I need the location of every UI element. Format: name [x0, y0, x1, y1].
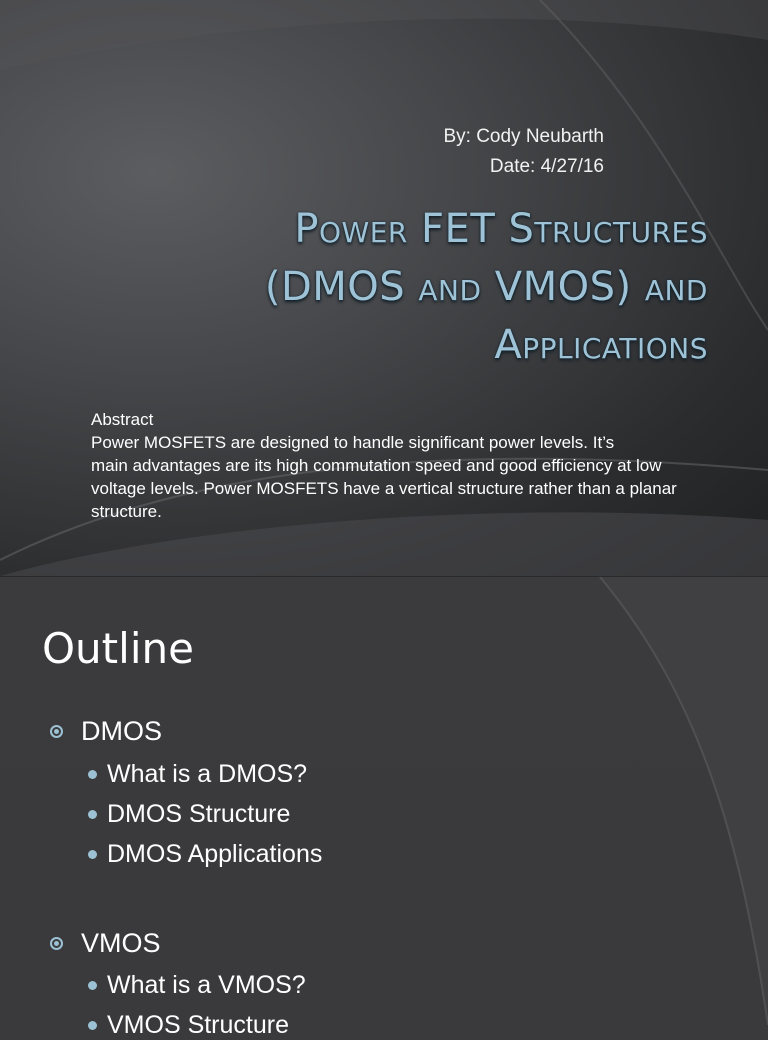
- abstract-heading: Abstract: [91, 410, 154, 429]
- outline-section-dmos: [50, 716, 162, 747]
- outline-section-vmos: [50, 928, 161, 959]
- item-label: VMOS Structure: [107, 1011, 289, 1039]
- outline-item: [88, 840, 322, 869]
- dot-bullet-icon: [88, 850, 97, 859]
- item-label: What is a DMOS?: [107, 760, 308, 788]
- outline-item: [88, 971, 306, 1000]
- dot-bullet-icon: [88, 981, 97, 990]
- abstract-body: main advantages are its high commutation speed and good efficiency at low voltage levels. Power MOSFETS have a vertical structure rather than a planar structure.: [91, 456, 677, 521]
- outline-item: [88, 1011, 289, 1040]
- item-label: What is a VMOS?: [107, 971, 306, 999]
- dot-bullet-icon: [88, 770, 97, 779]
- section-label: DMOS: [81, 716, 162, 746]
- dot-bullet-icon: [88, 1021, 97, 1030]
- date-line: Date: 4/27/16: [489, 156, 604, 177]
- item-label: DMOS Applications: [107, 840, 323, 868]
- outline-item: [88, 800, 290, 829]
- outline-item: [88, 760, 307, 789]
- title-line-3: Applications: [494, 322, 708, 368]
- author-line: By: Cody Neubarth: [443, 126, 604, 147]
- slide-title: [88, 200, 708, 374]
- section-label: VMOS: [81, 928, 161, 958]
- outline-title: Outline: [42, 624, 194, 673]
- item-label: DMOS Structure: [107, 800, 291, 828]
- title-line-1: Power FET Structures: [294, 206, 708, 252]
- ring-bullet-icon: [50, 937, 63, 950]
- title-line-2: (DMOS and VMOS) and: [264, 264, 708, 310]
- abstract-block: [91, 408, 711, 523]
- ring-bullet-icon: [50, 725, 63, 738]
- abstract-first-line: Power MOSFETS are designed to handle significant power levels. It’s: [91, 433, 615, 452]
- dot-bullet-icon: [88, 810, 97, 819]
